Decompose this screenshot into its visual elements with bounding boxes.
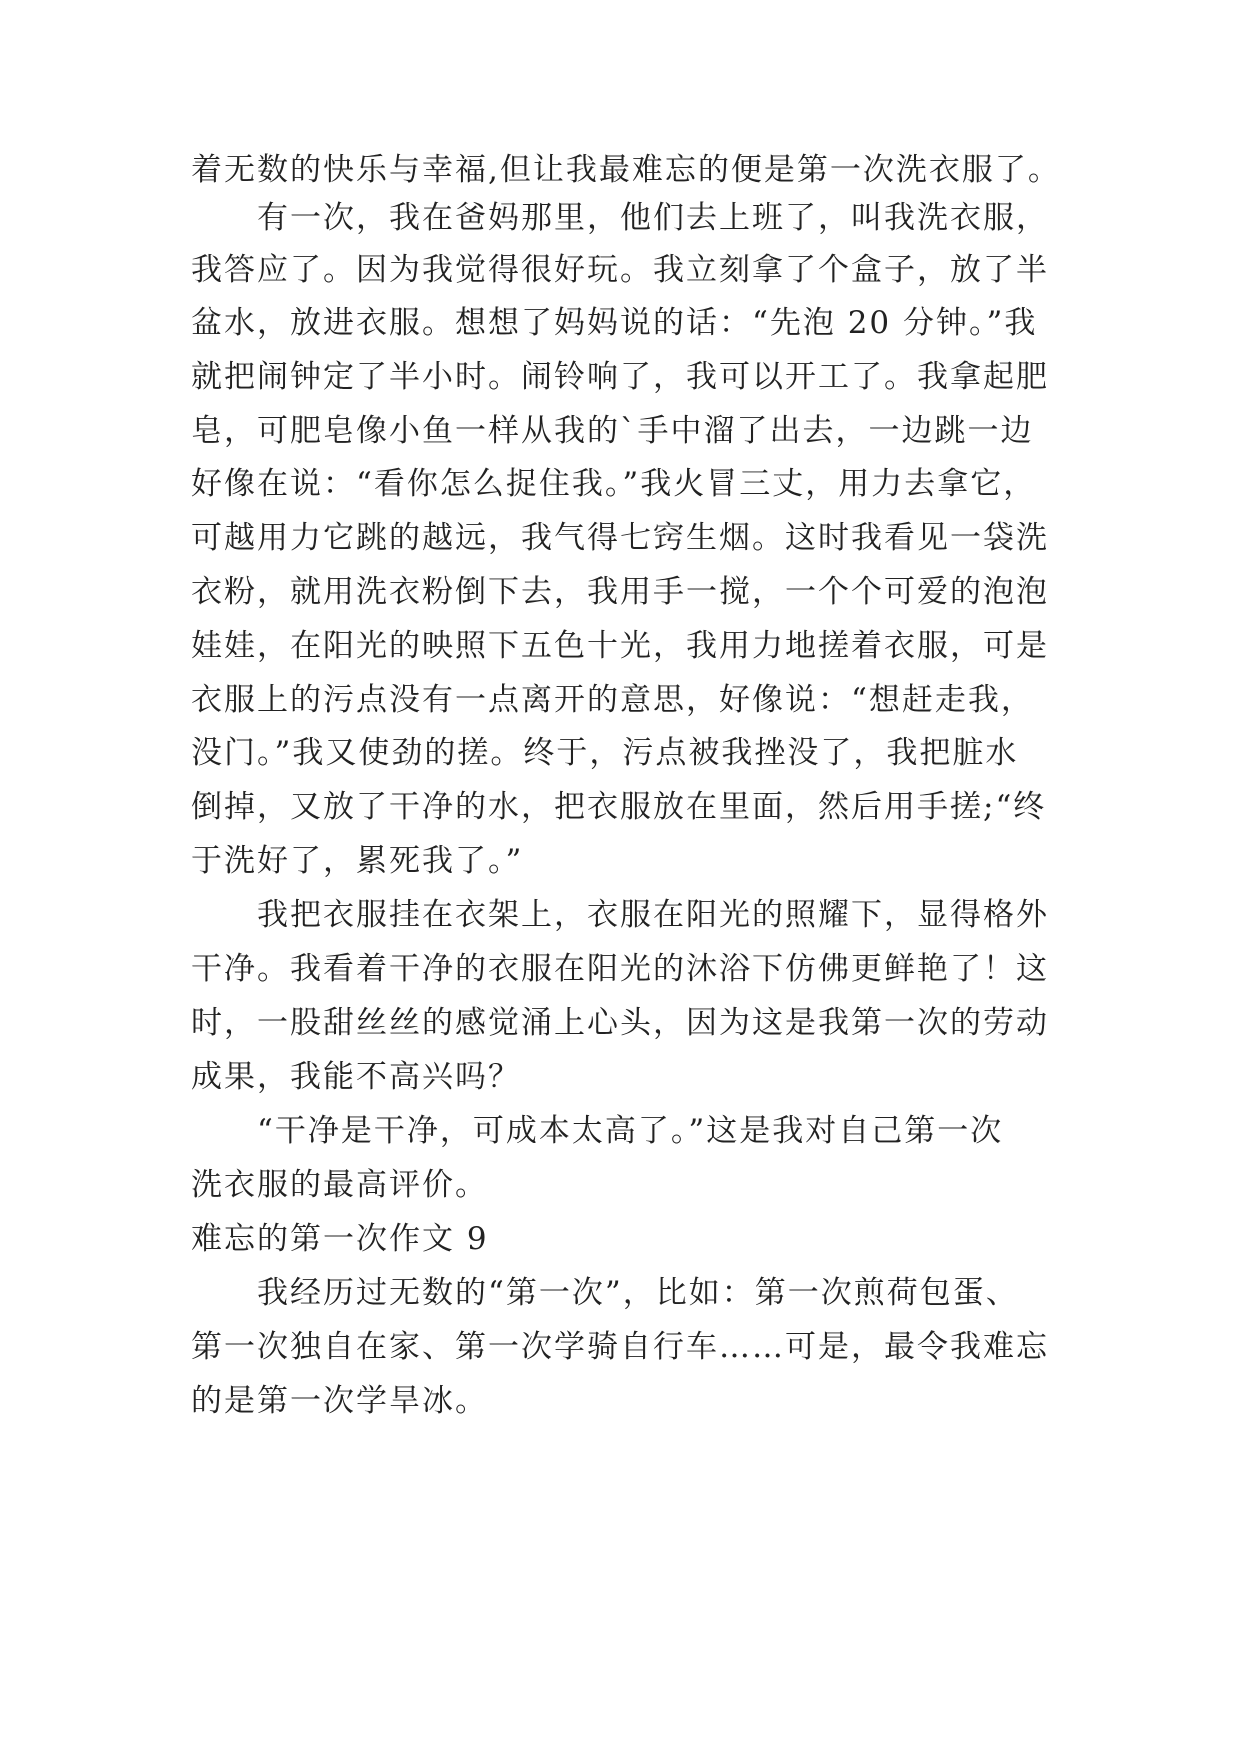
text-line: 没门。”我又使劲的搓。终于，污点被我挫没了，我把脏水 [191,735,1019,771]
text-line: 皂，可肥皂像小鱼一样从我的`手中溜了出去，一边跳一边 [191,413,1034,449]
text-line: 倒掉，又放了干净的水，把衣服放在里面，然后用手搓;“终 [191,789,1047,825]
text-line: 盆水，放进衣服。想想了妈妈说的话：“先泡 20 分钟。”我 [191,305,1038,341]
text-line: 我答应了。因为我觉得很好玩。我立刻拿了个盒子，放了半 [191,252,1049,288]
text-line: 就把闹钟定了半小时。闹铃响了，我可以开工了。我拿起肥 [191,359,1049,395]
text-line: 干净。我看着干净的衣服在阳光的沐浴下仿佛更鲜艳了！这 [191,951,1049,987]
section-heading: 难忘的第一次作文 9 [191,1221,489,1257]
text-line: 着无数的快乐与幸福,但让我最难忘的便是第一次洗衣服了。 [191,152,1061,188]
paragraph-first-line: 我把衣服挂在衣架上，衣服在阳光的照耀下，显得格外 [257,897,1049,933]
text-line: 洗衣服的最高评价。 [191,1167,488,1203]
text-line: 衣服上的污点没有一点离开的意思，好像说：“想赶走我， [191,682,1034,718]
text-line: 的是第一次学旱冰。 [191,1383,488,1419]
text-line: 好像在说：“看你怎么捉住我。”我火冒三丈，用力去拿它， [191,466,1037,502]
text-line: 衣粉，就用洗衣粉倒下去，我用手一搅，一个个可爱的泡泡 [191,574,1049,610]
text-line: 成果，我能不高兴吗？ [191,1059,521,1095]
paragraph-first-line: 我经历过无数的“第一次”，比如：第一次煎荷包蛋、 [257,1275,1019,1311]
paragraph-first-line: 有一次，我在爸妈那里，他们去上班了，叫我洗衣服， [257,200,1049,236]
text-line: 可越用力它跳的越远，我气得七窍生烟。这时我看见一袋洗 [191,520,1049,556]
paragraph-first-line: “干净是干净，可成本太高了。”这是我对自己第一次 [257,1113,1004,1149]
text-line: 于洗好了，累死我了。” [191,843,524,879]
text-line: 时，一股甜丝丝的感觉涌上心头，因为这是我第一次的劳动 [191,1005,1049,1041]
text-line: 娃娃，在阳光的映照下五色十光，我用力地搓着衣服，可是 [191,628,1049,664]
text-line: 第一次独自在家、第一次学骑自行车……可是，最令我难忘 [191,1329,1049,1365]
